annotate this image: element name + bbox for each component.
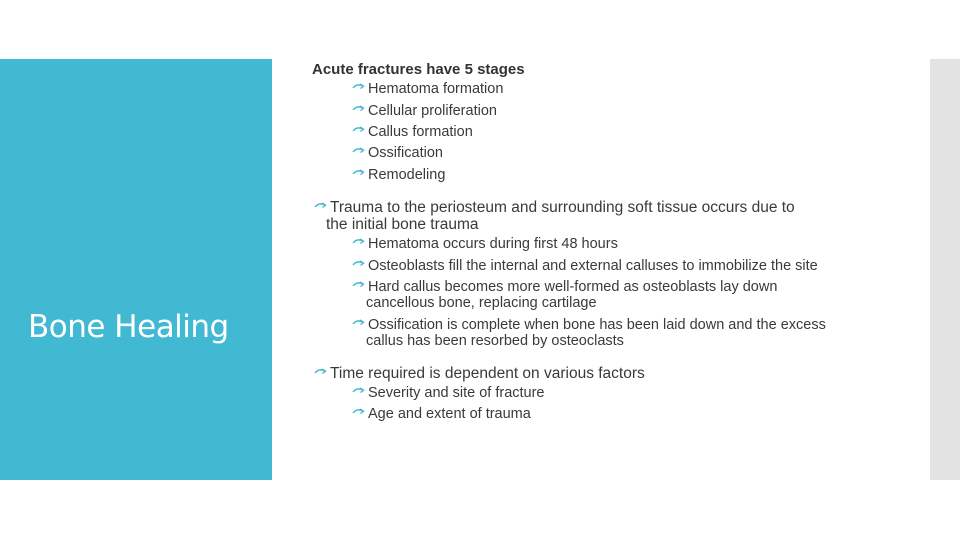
list-item-text: Callus formation <box>368 124 473 140</box>
list-item <box>314 199 795 217</box>
arrow-bullet-icon <box>352 238 366 248</box>
list-item-text: Age and extent of trauma <box>368 406 531 422</box>
arrow-bullet-icon <box>352 281 366 291</box>
list-item-text: Remodeling <box>368 167 446 183</box>
arrow-bullet-icon <box>352 105 366 115</box>
arrow-bullet-icon <box>352 147 366 157</box>
list-item-text: Ossification is complete when bone has been laid down and the excess <box>368 317 826 333</box>
arrow-bullet-icon <box>352 387 366 397</box>
list-item-text: Cellular proliferation <box>368 103 497 119</box>
list-item-continuation: the initial bone trauma <box>326 216 479 233</box>
list-item <box>352 124 473 140</box>
arrow-bullet-icon <box>352 126 366 136</box>
right-decorative-bar <box>930 59 960 480</box>
list-item-text: Hard callus becomes more well-formed as osteoblasts lay down <box>368 279 778 295</box>
list-item <box>352 103 497 119</box>
list-item <box>352 258 818 274</box>
list-item-text: Osteoblasts fill the internal and external calluses to immobilize the site <box>368 258 818 274</box>
list-item-text: Hematoma formation <box>368 81 504 97</box>
arrow-bullet-icon <box>352 408 366 418</box>
list-item <box>314 365 645 383</box>
arrow-bullet-icon <box>314 368 328 378</box>
slide-title: Bone Healing <box>28 309 229 345</box>
list-item-text: Ossification <box>368 145 443 161</box>
list-item-text: Trauma to the periosteum and surrounding soft tissue occurs due to <box>330 199 795 216</box>
list-item-continuation: cancellous bone, replacing cartilage <box>366 295 597 311</box>
list-item-text: Time required is dependent on various factors <box>330 365 645 382</box>
list-item <box>352 406 531 422</box>
arrow-bullet-icon <box>352 83 366 93</box>
list-item-continuation: callus has been resorbed by osteoclasts <box>366 333 624 349</box>
section-heading: Acute fractures have 5 stages <box>312 61 525 78</box>
arrow-bullet-icon <box>352 319 366 329</box>
list-item <box>352 81 503 97</box>
list-item <box>352 279 777 295</box>
arrow-bullet-icon <box>352 169 366 179</box>
list-item <box>352 167 445 183</box>
list-item-text: Hematoma occurs during first 48 hours <box>368 236 618 252</box>
list-item <box>352 145 443 161</box>
list-item-text: Severity and site of fracture <box>368 385 545 401</box>
list-item <box>352 236 618 252</box>
arrow-bullet-icon <box>352 260 366 270</box>
list-item <box>352 317 826 333</box>
arrow-bullet-icon <box>314 202 328 212</box>
list-item <box>352 385 545 401</box>
